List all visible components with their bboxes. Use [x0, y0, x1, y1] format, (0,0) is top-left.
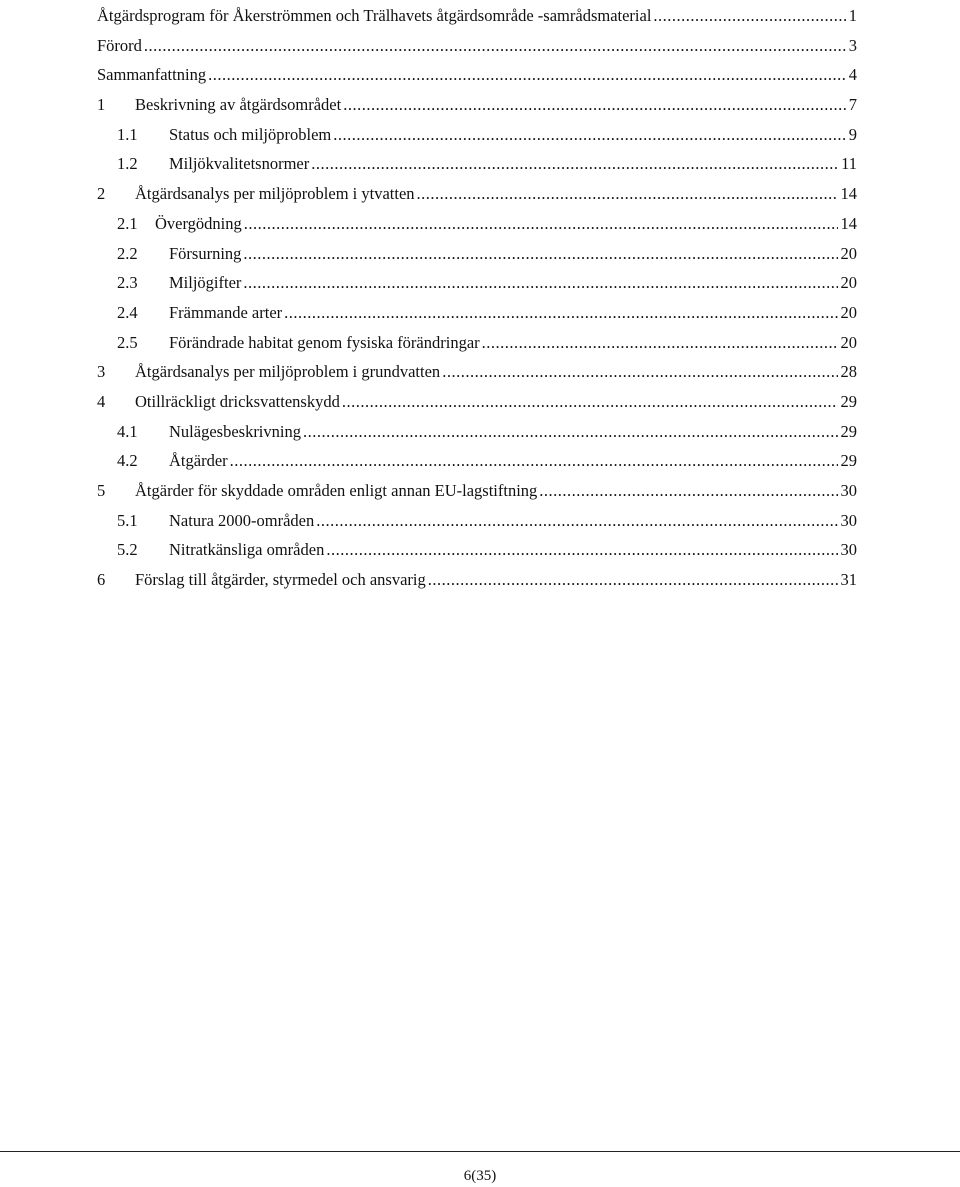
- toc-entry-page: 29: [840, 451, 857, 471]
- toc-entry[interactable]: [97, 264, 857, 294]
- toc-leader-dots: [208, 65, 846, 85]
- toc-entry-number: 1.2: [117, 154, 138, 174]
- toc-leader-dots: [342, 392, 838, 412]
- toc-leader-dots: [442, 362, 837, 382]
- toc-entry-number: 1: [97, 95, 106, 115]
- toc-entry-page: 30: [840, 540, 857, 560]
- toc-entry-page: 1: [848, 6, 857, 25]
- toc-entry-title: Förord: [97, 35, 142, 55]
- toc-entry-page: 20: [840, 273, 857, 293]
- toc-entry-page: 7: [848, 95, 857, 115]
- toc-leader-dots: [243, 273, 837, 293]
- toc-leader-dots: [343, 95, 846, 115]
- toc-entry-title: Främmande arter: [169, 302, 283, 322]
- toc-entry-title: Miljögifter: [169, 273, 242, 293]
- toc-entry-page: 20: [840, 243, 857, 263]
- toc-entry[interactable]: [97, 85, 857, 115]
- toc-entry-number: 4.1: [117, 421, 138, 441]
- toc-entry[interactable]: [97, 323, 857, 353]
- toc-leader-dots: [284, 303, 837, 323]
- toc-leader-dots: [303, 422, 838, 442]
- toc-entry-page: 30: [840, 481, 857, 500]
- toc-entry[interactable]: [97, 471, 857, 501]
- toc-leader-dots: [482, 333, 838, 353]
- toc-entry-page: 29: [840, 421, 857, 441]
- toc-entry-page: 9: [848, 124, 857, 144]
- toc-entry-page: 31: [840, 570, 857, 590]
- toc-leader-dots: [316, 511, 837, 531]
- toc-entry-number: 6: [97, 570, 106, 590]
- toc-entry-number: 5.2: [117, 540, 138, 560]
- toc-entry-number: 2: [97, 184, 106, 204]
- toc-entry-number: 4.2: [117, 451, 138, 471]
- toc-entry-number: 2.3: [117, 273, 138, 293]
- toc-entry-number: 4: [97, 391, 106, 411]
- toc-entry[interactable]: [97, 293, 857, 323]
- toc-entry-page: 28: [840, 362, 857, 382]
- toc-entry-number: 2.5: [117, 332, 138, 352]
- toc-leader-dots: [326, 540, 837, 560]
- toc-entry[interactable]: [97, 174, 857, 204]
- toc-entry-number: 1.1: [117, 124, 138, 144]
- toc-entry-page: 11: [841, 154, 857, 174]
- toc-entry-page: 14: [840, 184, 857, 204]
- toc-leader-dots: [311, 154, 838, 174]
- toc-entry-title: Försurning: [169, 243, 242, 263]
- toc-entry[interactable]: [97, 26, 857, 56]
- toc-entry-page: 30: [840, 510, 857, 530]
- toc-leader-dots: [144, 36, 846, 56]
- toc-entry[interactable]: [97, 56, 857, 86]
- toc-entry-number: 5: [97, 481, 106, 500]
- toc-entry-page: 3: [848, 35, 857, 55]
- toc-entry[interactable]: [97, 412, 857, 442]
- toc-entry-title: Miljökvalitetsnormer: [169, 154, 310, 174]
- toc-entry-title: Status och miljöproblem: [169, 124, 332, 144]
- toc-leader-dots: [417, 184, 838, 204]
- toc-entry-title: Natura 2000-områden: [169, 510, 315, 530]
- toc-entry[interactable]: [97, 382, 857, 412]
- toc-entry[interactable]: [97, 115, 857, 145]
- toc-entry[interactable]: [97, 501, 857, 531]
- toc-entry-number: 2.2: [117, 243, 138, 263]
- toc-entry-page: 14: [840, 213, 857, 233]
- toc-leader-dots: [333, 125, 846, 145]
- table-of-contents: [97, 0, 857, 590]
- toc-entry-title: Förslag till åtgärder, styrmedel och ansvarig: [135, 570, 426, 590]
- toc-entry-title: Beskrivning av åtgärdsområdet: [135, 95, 342, 115]
- toc-entry-title: Åtgärdsprogram för Åkerströmmen och Trälhavets åtgärdsområde -samrådsmaterial: [97, 6, 652, 25]
- toc-entry-page: 4: [848, 65, 857, 85]
- toc-entry[interactable]: [97, 560, 857, 590]
- toc-leader-dots: [243, 244, 837, 264]
- toc-entry[interactable]: [97, 531, 857, 561]
- toc-leader-dots: [653, 6, 845, 26]
- toc-entry-title: Otillräckligt dricksvattenskydd: [135, 391, 340, 411]
- toc-leader-dots: [230, 451, 838, 471]
- toc-entry-page: 29: [840, 391, 857, 411]
- toc-entry-title: Övergödning: [155, 213, 242, 233]
- toc-entry-title: Åtgärdsanalys per miljöproblem i grundvatten: [135, 362, 441, 382]
- toc-entry-title: Åtgärder för skyddade områden enligt annan EU-lagstiftning: [135, 481, 538, 500]
- toc-entry-title: Sammanfattning: [97, 65, 207, 85]
- toc-entry-page: 20: [840, 332, 857, 352]
- toc-entry[interactable]: [97, 0, 857, 26]
- toc-entry-number: 2.4: [117, 302, 138, 322]
- toc-entry-title: Nitratkänsliga områden: [169, 540, 325, 560]
- toc-entry[interactable]: [97, 234, 857, 264]
- toc-entry-title: Nulägesbeskrivning: [169, 421, 301, 441]
- toc-entry[interactable]: [97, 442, 857, 472]
- toc-entry[interactable]: [97, 204, 857, 234]
- toc-leader-dots: [539, 481, 837, 501]
- toc-entry-title: Förändrade habitat genom fysiska förändringar: [169, 332, 480, 352]
- toc-entry[interactable]: [97, 145, 857, 175]
- toc-entry[interactable]: [97, 353, 857, 383]
- footer-divider: [0, 1151, 960, 1152]
- toc-entry-page: 20: [840, 302, 857, 322]
- toc-entry-title: Åtgärder: [169, 451, 228, 471]
- toc-entry-number: 3: [97, 362, 106, 382]
- toc-entry-number: 2.1: [117, 213, 138, 233]
- toc-leader-dots: [244, 214, 838, 234]
- toc-entry-number: 5.1: [117, 510, 138, 530]
- toc-leader-dots: [428, 570, 838, 590]
- toc-entry-title: Åtgärdsanalys per miljöproblem i ytvatten: [135, 184, 415, 204]
- page-number: 6(35): [463, 1168, 497, 1184]
